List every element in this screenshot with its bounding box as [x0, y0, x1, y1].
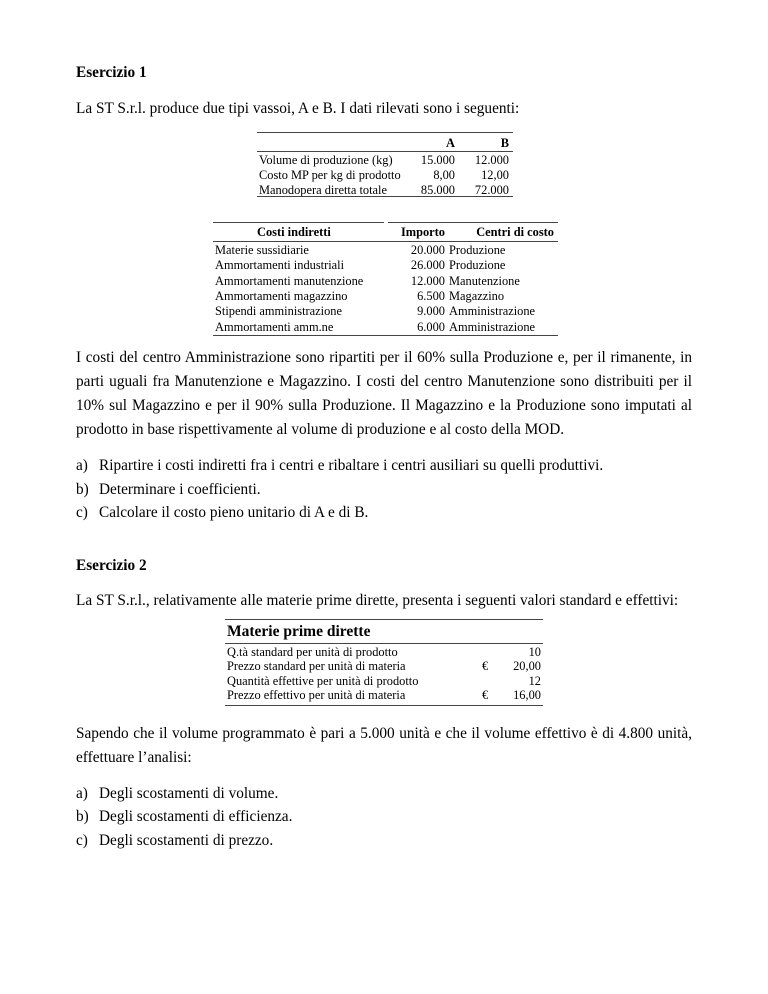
paragraph-line: prodotto in base rispettivamente al volume di produzione e al costo della MOD. — [76, 421, 565, 438]
task-item — [76, 829, 692, 853]
currency-symbol: € — [482, 659, 489, 673]
task-marker: c) — [76, 504, 88, 521]
cost-item: Ammortamenti amm.ne — [215, 319, 334, 334]
task-text: Calcolare il costo pieno unitario di A e di B. — [99, 504, 369, 521]
row-label: Volume di produzione (kg) — [259, 153, 393, 167]
raw-materials-title: Materie prime dirette — [227, 622, 371, 640]
cost-amount: 20.000 — [410, 243, 445, 257]
exercise-2-title: Esercizio 2 — [76, 556, 147, 574]
row-label: Costo MP per kg di prodotto — [259, 168, 401, 182]
exercise-1-paragraph — [76, 346, 692, 442]
currency-symbol: € — [482, 688, 489, 702]
cost-amount: 9.000 — [417, 304, 445, 319]
exercise-1-title: Esercizio 1 — [76, 64, 147, 81]
task-text: Determinare i coefficienti. — [99, 480, 261, 498]
header-costi-indiretti: Costi indiretti — [257, 225, 331, 239]
row-label: Quantità effettive per unità di prodotto — [227, 673, 419, 688]
task-marker: c) — [76, 831, 88, 849]
exercise-2-intro: La ST S.r.l., relativamente alle materie prime dirette, presenta i seguenti valori standard e effettivi: — [76, 591, 679, 609]
exercise-1-tasks — [76, 454, 692, 525]
cost-center: Magazzino — [449, 288, 505, 303]
cost-amount: 6.000 — [417, 319, 445, 334]
task-item — [76, 454, 692, 478]
cost-center: Produzione — [449, 258, 506, 273]
task-marker: b) — [76, 480, 89, 498]
value-a: 8,00 — [433, 168, 455, 182]
product-data-table — [257, 130, 513, 198]
task-marker: a) — [76, 784, 88, 802]
cost-amount: 26.000 — [410, 258, 445, 273]
raw-materials-table — [225, 618, 543, 708]
paragraph-line: 10% sul Magazzino e per il 90% sulla Produzione. Il Magazzino e la Produzione sono imputati al — [76, 397, 692, 414]
row-value: 20,00 — [513, 659, 541, 673]
col-header-b: B — [500, 136, 509, 150]
cost-center: Amministrazione — [449, 319, 536, 334]
value-b: 12.000 — [474, 153, 509, 167]
row-value: 16,00 — [513, 688, 541, 702]
task-marker: a) — [76, 457, 88, 474]
document-body — [76, 64, 692, 852]
task-item — [76, 478, 692, 502]
value-a: 15.000 — [420, 153, 455, 167]
task-text: Degli scostamenti di efficienza. — [99, 808, 293, 825]
cost-center: Produzione — [449, 243, 506, 257]
exercise-1-intro: La ST S.r.l. produce due tipi vassoi, A e B. I dati rilevati sono i seguenti: — [76, 100, 520, 117]
value-a: 85.000 — [420, 183, 455, 197]
task-text: Degli scostamenti di prezzo. — [99, 831, 274, 849]
task-marker: b) — [76, 808, 89, 825]
task-item — [76, 805, 692, 829]
row-label: Prezzo standard per unità di materia — [227, 659, 406, 673]
paragraph-line: parti uguali fra Manutenzione e Magazzino. I costi del centro Manutenzione sono distribuiti per il — [76, 373, 692, 390]
cost-item: Ammortamenti manutenzione — [215, 273, 364, 288]
cost-item: Materie sussidiarie — [215, 243, 309, 257]
row-label: Manodopera diretta totale — [259, 183, 387, 197]
indirect-costs-table — [213, 220, 558, 338]
paragraph-line: effettuare l’analisi: — [76, 748, 192, 766]
cost-center: Manutenzione — [449, 273, 520, 288]
row-label: Prezzo effettivo per unità di materia — [227, 688, 406, 702]
task-text: Degli scostamenti di volume. — [99, 784, 279, 802]
row-value: 12 — [528, 673, 541, 688]
value-b: 72.000 — [474, 183, 509, 197]
exercise-2-tasks — [76, 782, 692, 853]
cost-amount: 6.500 — [417, 288, 445, 303]
value-b: 12,00 — [481, 168, 509, 182]
header-importo: Importo — [400, 225, 445, 239]
row-value: 10 — [528, 644, 541, 659]
cost-item: Ammortamenti industriali — [215, 258, 345, 273]
paragraph-line: Sapendo che il volume programmato è pari a 5.000 unità e che il volume effettivo è di 4.800 unità, — [76, 724, 692, 742]
cost-center: Amministrazione — [449, 304, 536, 319]
paragraph-line: I costi del centro Amministrazione sono ripartiti per il 60% sulla Produzione e, per il rimanente, in — [76, 349, 692, 366]
col-header-a: A — [446, 136, 455, 150]
row-label: Q.tà standard per unità di prodotto — [227, 644, 398, 659]
task-text: Ripartire i costi indiretti fra i centri e ribaltare i centri ausiliari su quelli produttivi. — [99, 457, 604, 474]
task-item — [76, 501, 692, 525]
cost-item: Stipendi amministrazione — [215, 304, 342, 319]
cost-amount: 12.000 — [410, 273, 445, 288]
header-centri-di-costo: Centri di costo — [476, 225, 554, 239]
exercise-2-paragraph — [76, 722, 692, 770]
cost-item: Ammortamenti magazzino — [215, 288, 348, 303]
task-item — [76, 782, 692, 806]
